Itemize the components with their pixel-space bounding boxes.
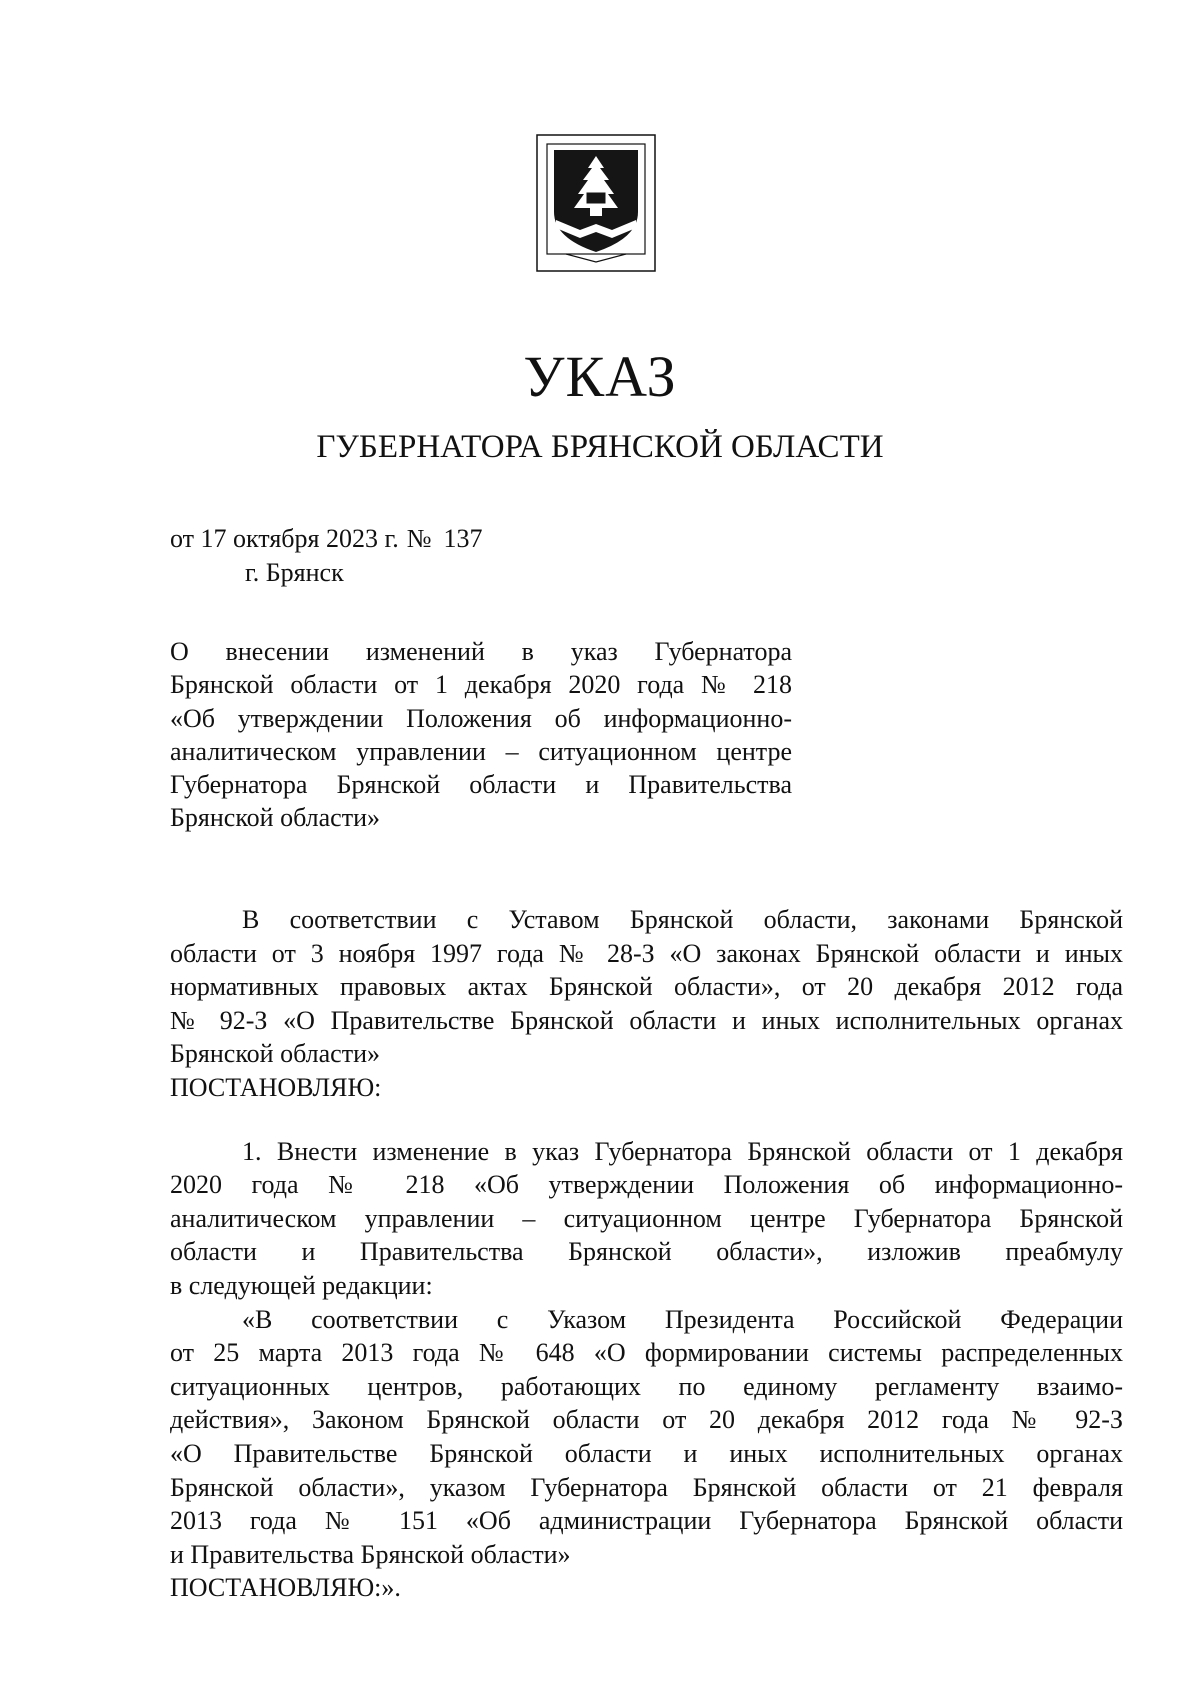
document-meta <box>170 522 483 590</box>
preamble-line: Брянской области» <box>170 1039 380 1069</box>
item1-line: аналитическом управлении – ситуационном центре Губернатора Брянской <box>170 1203 1123 1233</box>
document-title: УКАЗ <box>523 344 677 409</box>
subject-line: Брянской области» <box>170 803 380 833</box>
document-subtitle: ГУБЕРНАТОРА БРЯНСКОЙ ОБЛАСТИ <box>316 429 884 465</box>
item1-line: «О Правительстве Брянской области и иных исполнительных органах <box>170 1438 1123 1468</box>
item1-line: действия», Законом Брянской области от 20 декабря 2012 года № 92-З <box>170 1405 1123 1435</box>
item1-line: в следующей редакции: <box>170 1270 433 1300</box>
item1-line: 2020 года № 218 «Об утверждении Положения об информационно- <box>170 1170 1123 1200</box>
item1-line: ситуационных центров, работающих по единому регламенту взаимо- <box>170 1371 1123 1401</box>
decree-number: 137 <box>443 524 483 553</box>
preamble-line: В соответствии с Уставом Брянской области, законами Брянской <box>242 905 1123 934</box>
subject-line: аналитическом управлении – ситуационном центре <box>170 736 792 766</box>
paragraph-spacer <box>170 1105 1123 1135</box>
preamble-resolve: ПОСТАНОВЛЯЮ: <box>170 1072 382 1102</box>
subject-line: Брянской области от 1 декабря 2020 года № 218 <box>170 670 792 700</box>
item1-line: области и Правительства Брянской области», изложив преабмулу <box>170 1237 1123 1267</box>
preamble-line: нормативных правовых актах Брянской области», от 20 декабря 2012 года <box>170 972 1123 1002</box>
item1-line: Брянской области», указом Губернатора Брянской области от 21 февраля <box>170 1472 1123 1502</box>
subject-line: Губернатора Брянской области и Правительства <box>170 770 792 800</box>
coat-of-arms-emblem <box>536 134 656 272</box>
item1-line: ПОСТАНОВЛЯЮ:». <box>170 1573 401 1603</box>
decree-number-label: № <box>406 524 432 553</box>
decree-body <box>170 903 1123 1605</box>
item1-line: 2013 года № 151 «Об администрации Губернатора Брянской области <box>170 1506 1123 1536</box>
decree-date: от 17 октября 2023 г. <box>170 524 399 553</box>
decree-subject <box>170 635 792 835</box>
preamble-line: № 92-З «О Правительстве Брянской области и иных исполнительных органах <box>170 1005 1123 1035</box>
item1-line: и Правительства Брянской области» <box>170 1539 571 1569</box>
subject-line: О внесении изменений в указ Губернатора <box>170 637 792 666</box>
subject-line: «Об утверждении Положения об информационно- <box>170 703 792 733</box>
item1-line: «В соответствии с Указом Президента Российской Федерации <box>242 1304 1123 1334</box>
item1-line: от 25 марта 2013 года № 648 «О формировании системы распределенных <box>170 1338 1123 1368</box>
item1-line: 1. Внести изменение в указ Губернатора Брянской области от 1 декабря <box>242 1136 1123 1166</box>
preamble-line: области от 3 ноября 1997 года № 28-З «О законах Брянской области и иных <box>170 938 1123 968</box>
decree-city: г. Брянск <box>245 558 344 587</box>
